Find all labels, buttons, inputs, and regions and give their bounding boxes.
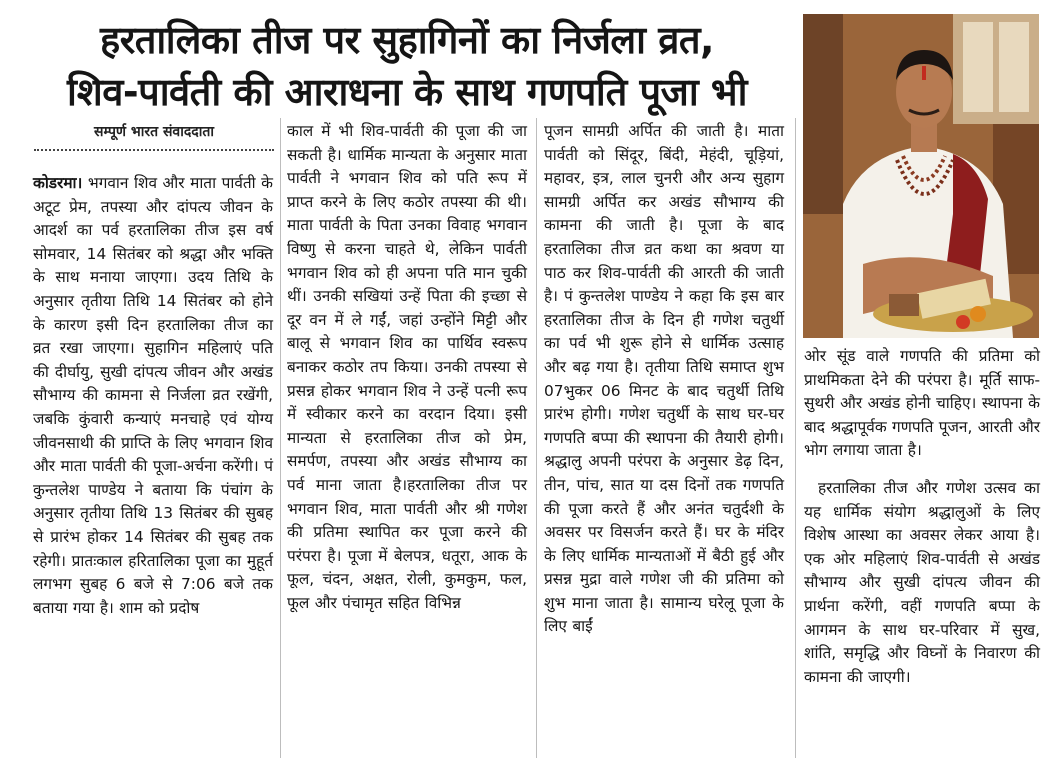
headline-line-2: शिव-पार्वती की आराधना के साथ गणपति पूजा भी [67, 70, 747, 114]
dateline: कोडरमा। [33, 174, 83, 192]
column-divider [795, 118, 796, 758]
priest-illustration [803, 14, 1039, 338]
column-divider [536, 118, 537, 758]
article-column-2 [287, 120, 527, 615]
column-4-paragraph-1: ओर सूंड वाले गणपति की प्रतिमा को प्राथमिकता देने की परंपरा है। मूर्ति साफ-सुथरी और अखंड होनी चाहिए। स्थापना के बाद श्रद्धापूर्वक गणपति पूजन, आरती और भोग लगाया जाता है। [804, 347, 1040, 460]
headline-line-1: हरतालिका तीज पर सुहागिनों का निर्जला व्रत, [100, 18, 714, 62]
headline [22, 14, 792, 118]
byline: सम्पूर्ण भारत संवाददाता [94, 124, 214, 140]
column-4-paragraph-2: हरतालिका तीज और गणेश उत्सव का यह धार्मिक संयोग श्रद्धालुओं के लिए विशेष आस्था का अवसर लेकर आया है। एक ओर महिलाएं शिव-पार्वती से अखंड सौभाग्य और सुखी दांपत्य जीवन की प्रार्थना करेंगी, वहीं गणपति बप्पा के आगमन के साथ घर-परिवार में सुख, शांति, समृद्धि और विघ्नों के निवारण की कामना की जाएगी। [804, 478, 1040, 686]
article-column-1 [33, 172, 273, 620]
byline-divider [34, 149, 274, 151]
column-divider [280, 118, 281, 758]
article-column-4 [804, 345, 1040, 689]
priest-photo [803, 14, 1039, 338]
column-1-text: भगवान शिव और माता पार्वती के अटूट प्रेम, तपस्या और दांपत्य जीवन के आदर्श का पर्व हरतालिका तीज इस वर्ष सोमवार, 14 सितंबर को श्रद्धा और भक्ति के साथ मनाया जाएगा। उदय तिथि के अनुसार तृतीया तिथि 14 सितंबर को होने के कारण इसी दिन हरतालिका तीज का व्रत रखा जाएगा। सुहागिन महिलाएं पति की दीर्घायु, सुखी दांपत्य जीवन और अखंड सौभाग्य की कामना से निर्जला व्रत रखेंगी, जबकि कुंवारी कन्याएं मनचाहे एवं योग्य जीवनसाथी की प्राप्ति के लिए भगवान शिव और माता पार्वती की पूजा-अर्चना करेंगी। पं कुन्तलेश पाण्डेय ने बताया कि पंचांग के अनुसार तृतीया तिथि 13 सितंबर की सुबह से प्रारंभ होकर 14 सितंबर की सुबह तक रहेगी। प्रातःकाल हरितालिका पूजा का मुहूर्त लगभग सुबह 6 बजे से 7:06 बजे तक बताया गया है। शाम को प्रदोष [33, 174, 273, 617]
article-column-3 [544, 120, 784, 639]
column-2-text: काल में भी शिव-पार्वती की पूजा की जा सकती है। धार्मिक मान्यता के अनुसार माता पार्वती ने भगवान शिव को पति रूप में प्राप्त करने के लिए कठोर तपस्या की थी। माता पार्वती के पिता उनका विवाह भगवान विष्णु से करना चाहते थे, लेकिन पार्वती भगवान शिव को ही अपना पति मान चुकी थीं। उनकी सखियां उन्हें पिता की इच्छा से दूर वन में ले गईं, जहां उन्होंने मिट्टी और बालू से भगवान शिव का पार्थिव स्वरूप बनाकर कठोर तप किया। उनकी तपस्या से प्रसन्न होकर भगवान शिव ने उन्हें पत्नी रूप में स्वीकार करने का वरदान दिया। इसी मान्यता से हरतालिका तीज को प्रेम, समर्पण, तपस्या और अखंड सौभाग्य का पर्व माना जाता है।हरतालिका तीज पर भगवान शिव, माता पार्वती और श्री गणेश की प्रतिमा स्थापित कर पूजा करने की परंपरा है। पूजा में बेलपत्र, धतूरा, आक के फूल, चंदन, अक्षत, रोली, कुमकुम, फल, फूल और पंचामृत सहित विभिन्न [287, 122, 527, 612]
column-3-text: पूजन सामग्री अर्पित की जाती है। माता पार्वती को सिंदूर, बिंदी, मेहंदी, चूड़ियां, महावर, इत्र, लाल चुनरी और अन्य सुहाग सामग्री अर्पित कर अखंड सौभाग्य की कामना की जाती है। पूजा के बाद हरतालिका तीज व्रत कथा का श्रवण या पाठ कर शिव-पार्वती की आरती की जाती है। पं कुन्तलेश पाण्डेय ने कहा कि इस बार हरतालिका तीज के दिन ही गणेश चतुर्थी का पर्व भी शुरू होने से धार्मिक उत्साह और बढ़ गया है। तृतीया तिथि समाप्त शुभ 07भुकर 06 मिनट के बाद चतुर्थी तिथि प्रारंभ होगी। गणेश चतुर्थी के साथ घर-घर गणपति बप्पा की स्थापना की तैयारी होगी। श्रद्धालु अपनी परंपरा के अनुसार डेढ़ दिन, तीन, पांच, सात या दस दिनों तक गणपति की पूजा करते हैं और अनंत चतुर्दशी के अवसर पर विसर्जन करते हैं। घर के मंदिर के लिए धार्मिक मान्यताओं में बैठी हुई और प्रसन्न मुद्रा वाले गणेश जी की प्रतिमा को शुभ माना जाता है। सामान्य घरेलू पूजा के लिए बाईं [544, 122, 784, 636]
